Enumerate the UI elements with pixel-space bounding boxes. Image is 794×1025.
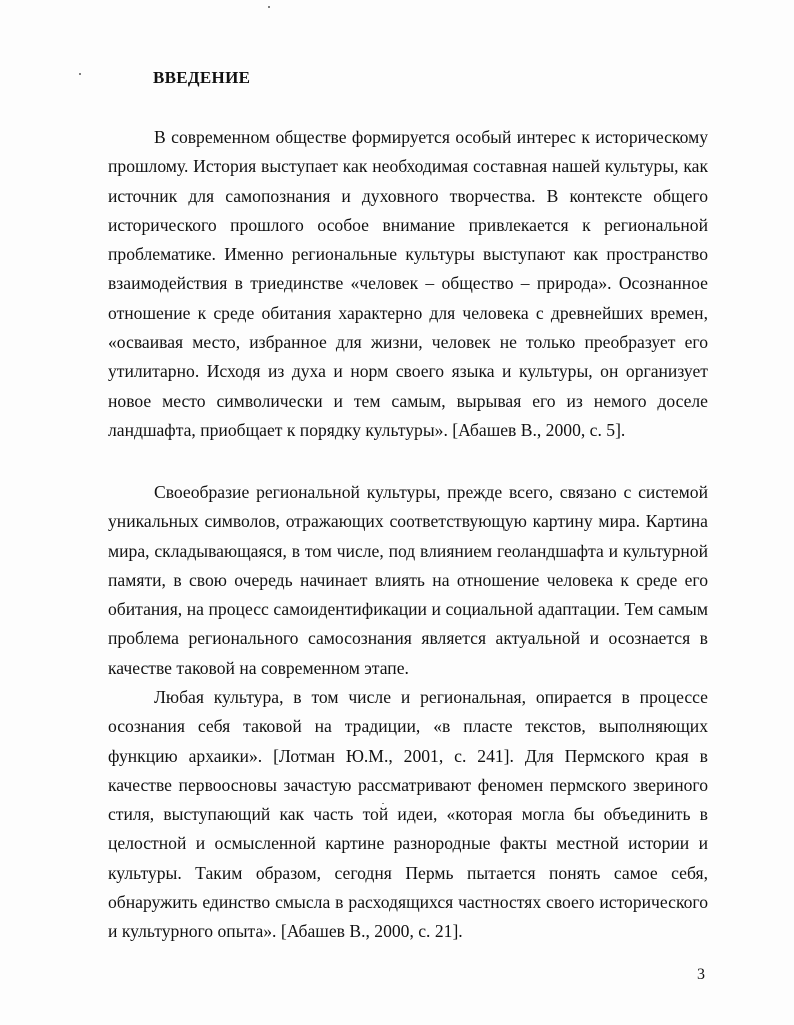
paragraph-3 <box>108 683 708 947</box>
paragraph-1 <box>108 123 708 445</box>
page-heading: ВВЕДЕНИЕ <box>153 68 251 87</box>
paragraph-2 <box>108 478 708 683</box>
scan-speck <box>79 73 81 75</box>
page-number: 3 <box>697 966 705 983</box>
scan-speck <box>268 6 270 8</box>
paragraph-text: Любая культура, в том числе и региональная, опирается в процессе осознания себя таковой на традиции, «в пласте текстов, выполняющих функцию архаики». [Лотман Ю.М., 2001, с. 241]. Для Пермского края в качестве первоосновы зачастую рассматривают феномен пермского звериного стиля, выступающий как часть той идеи, «которая могла бы объединить в целостной и осмысленной картине разнородные факты местной истории и культуры. Таким образом, сегодня Пермь пытается понять самое себя, обнаружить единство смысла в расходящихся частностях своего исторического и культурного опыта». [Абашев В., 2000, с. 21]. <box>108 687 708 942</box>
paragraph-text: В современном обществе формируется особый интерес к историческому прошлому. История выступает как необходимая составная нашей культуры, как источник для самопознания и духовного творчества. В контексте общего исторического прошлого особое внимание привлекается к региональной проблематике. Именно региональные культуры выступают как пространство взаимодействия в триединстве «человек – общество – природа». Осознанное отношение к среде обитания характерно для человека с древнейших времен, «осваивая место, избранное для жизни, человек не только преобразует его утилитарно. Исходя из духа и норм своего языка и культуры, он организует новое место символически и тем самым, вырывая его из немого доселе ландшафта, приобщает к порядку культуры». [Абашев В., 2000, с. 5]. <box>108 127 708 440</box>
paragraph-text: Своеобразие региональной культуры, прежде всего, связано с системой уникальных символов, отражающих соответствующую картину мира. Картина мира, складывающаяся, в том числе, под влиянием геоландшафта и культурной памяти, в свою очередь начинает влиять на отношение человека к среде его обитания, на процесс самоидентификации и социальной адаптации. Тем самым проблема регионального самосознания является актуальной и осознается в качестве таковой на современном этапе. <box>108 482 708 678</box>
